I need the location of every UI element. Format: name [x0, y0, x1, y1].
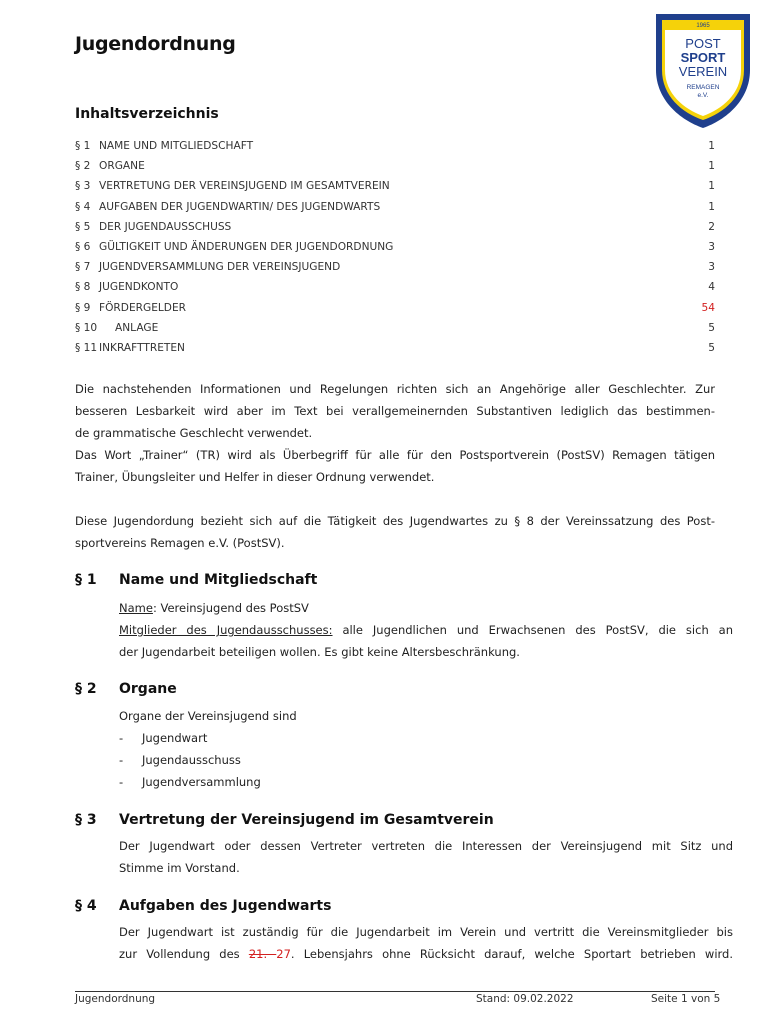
table-of-contents — [75, 138, 715, 360]
toc-entry[interactable]: § 6 GÜLTIGKEIT UND ÄNDERUNGEN DER JUGENDORDNUNG 3 — [75, 240, 715, 253]
section-1: § 1 Name und Mitgliedschaft Name: Vereinsjugend des PostSV Mitglieder des Jugendausschusses: alle Jugendlichen und Erwachsenen des PostSV, die sich an der Jugendarbeit beteiligen wollen. Es gibt keine Altersbeschränkung. — [75, 572, 733, 659]
deleted-text: 21. — [248, 947, 277, 961]
toc-entry-page: 54 — [701, 301, 715, 314]
logo-text-remagen: REMAGEN — [686, 84, 720, 91]
section-heading: § 1 Name und Mitgliedschaft — [75, 572, 318, 588]
toc-entry-page: 1 — [708, 200, 715, 213]
logo-year: 1965 — [696, 23, 710, 29]
toc-entry[interactable]: § 5 DER JUGENDAUSSCHUSS 2 — [75, 220, 715, 233]
toc-entry[interactable]: § 3 VERTRETUNG DER VEREINSJUGEND IM GESAMTVEREIN 1 — [75, 180, 715, 193]
toc-entry-page: 1 — [708, 160, 715, 173]
logo-text-post: POST — [685, 36, 721, 51]
section-heading: § 3 Vertretung der Vereinsjugend im Gesamtverein — [75, 812, 494, 828]
toc-entry-title: ORGANE — [99, 160, 145, 173]
toc-entry-page: 1 — [708, 140, 715, 152]
footer-divider — [75, 991, 715, 992]
toc-entry-page: 5 — [708, 321, 715, 334]
toc-entry[interactable]: § 4 AUFGABEN DER JUGENDWARTIN/ DES JUGENDWARTS 1 — [75, 200, 715, 213]
logo-text-sport: SPORT — [680, 50, 726, 65]
toc-entry[interactable]: § 7 JUGENDVERSAMMLUNG DER VEREINSJUGEND 3 — [75, 261, 715, 274]
section-heading: § 2 Organe — [75, 681, 177, 697]
document-title: Jugendordnung — [75, 33, 236, 55]
postsportverein-logo — [654, 12, 752, 130]
toc-entry[interactable]: § 8 JUGENDKONTO 4 — [75, 281, 715, 294]
footer-doc-name: Jugendordnung — [75, 993, 156, 1005]
list-item: - Jugendwart — [119, 731, 208, 745]
toc-entry-title: FÖRDERGELDER — [99, 301, 187, 314]
toc-entry-page: 2 — [708, 220, 715, 233]
toc-entry-title: AUFGABEN DER JUGENDWARTIN/ DES JUGENDWARTS — [99, 200, 381, 213]
footer-page-number: Seite 1 von 5 — [651, 993, 721, 1005]
intro-paragraph: Die nachstehenden Informationen und Regelungen richten sich an Angehörige aller Geschlechter. Zur besseren Lesbarkeit wird aber im Text bei verallgemeinernden Substantiven lediglich das bestimmen- de grammatische Geschlecht verwendet. Das Wort „Trainer“ (TR) wird als Überbegriff für alle für den Postsportverein (PostSV) Remagen tätigen Trainer, Übungsleiter und Helfer in dieser Ordnung verwendet. — [75, 382, 715, 484]
toc-entry-title: INKRAFTTRETEN — [99, 341, 185, 354]
toc-entry-title: JUGENDKONTO — [99, 281, 179, 294]
toc-entry-page: 5 — [708, 341, 715, 354]
toc-entry-page: 3 — [708, 261, 715, 274]
toc-entry-title: VERTRETUNG DER VEREINSJUGEND IM GESAMTVEREIN — [99, 180, 390, 193]
toc-entry-title: JUGENDVERSAMMLUNG DER VEREINSJUGEND — [99, 261, 341, 274]
toc-entry[interactable]: § 9 FÖRDERGELDER 54 — [75, 301, 715, 314]
toc-entry-page: 1 — [708, 180, 715, 193]
section-2: § 2 Organe Organe der Vereinsjugend sind - Jugendwart - Jugendausschuss - Jugendversammlung — [75, 681, 735, 793]
logo-text-ev: e.V. — [697, 92, 709, 99]
toc-entry-title: ANLAGE — [115, 321, 159, 334]
toc-entry[interactable]: § 10 ANLAGE 5 — [75, 321, 715, 334]
logo-text-verein: VEREIN — [678, 64, 728, 79]
toc-entry-page: 3 — [708, 240, 715, 253]
section-heading: § 4 Aufgaben des Jugendwarts — [75, 898, 332, 914]
toc-entry-title: DER JUGENDAUSSCHUSS — [99, 220, 232, 233]
inserted-text: 27 — [276, 947, 291, 961]
toc-heading: Inhaltsverzeichnis — [75, 106, 219, 122]
section-4: § 4 Aufgaben des Jugendwarts Der Jugendwart ist zuständig für die Jugendarbeit im Verein und vertritt die Vereinsmitglieder bis zur Vollendung des 21. 27. Lebensjahrs ohne Rücksicht darauf, welche Sportart betrieben wird. — [75, 898, 733, 961]
section-3: § 3 Vertretung der Vereinsjugend im Gesamtverein Der Jugendwart oder dessen Vertreter vertreten die Interessen der Vereinsjugend mit Sitz und Stimme im Vorstand. — [75, 812, 733, 875]
toc-entry[interactable]: § 1 NAME UND MITGLIEDSCHAFT 1 — [75, 140, 715, 152]
toc-entry-page: 4 — [708, 281, 715, 294]
list-item: - Jugendversammlung — [119, 775, 261, 789]
scope-paragraph: Diese Jugendordung bezieht sich auf die Tätigkeit des Jugendwartes zu § 8 der Vereinssatzung des Post- sportvereins Remagen e.V. (PostSV). — [75, 514, 715, 550]
toc-entry-title: NAME UND MITGLIEDSCHAFT — [99, 140, 254, 152]
toc-entry[interactable]: § 11 INKRAFTTRETEN 5 — [75, 341, 715, 354]
toc-entry[interactable]: § 2 ORGANE 1 — [75, 160, 715, 173]
toc-entry-title: GÜLTIGKEIT UND ÄNDERUNGEN DER JUGENDORDNUNG — [99, 240, 394, 253]
footer-date: Stand: 09.02.2022 — [476, 993, 574, 1005]
list-item: - Jugendausschuss — [119, 753, 241, 767]
